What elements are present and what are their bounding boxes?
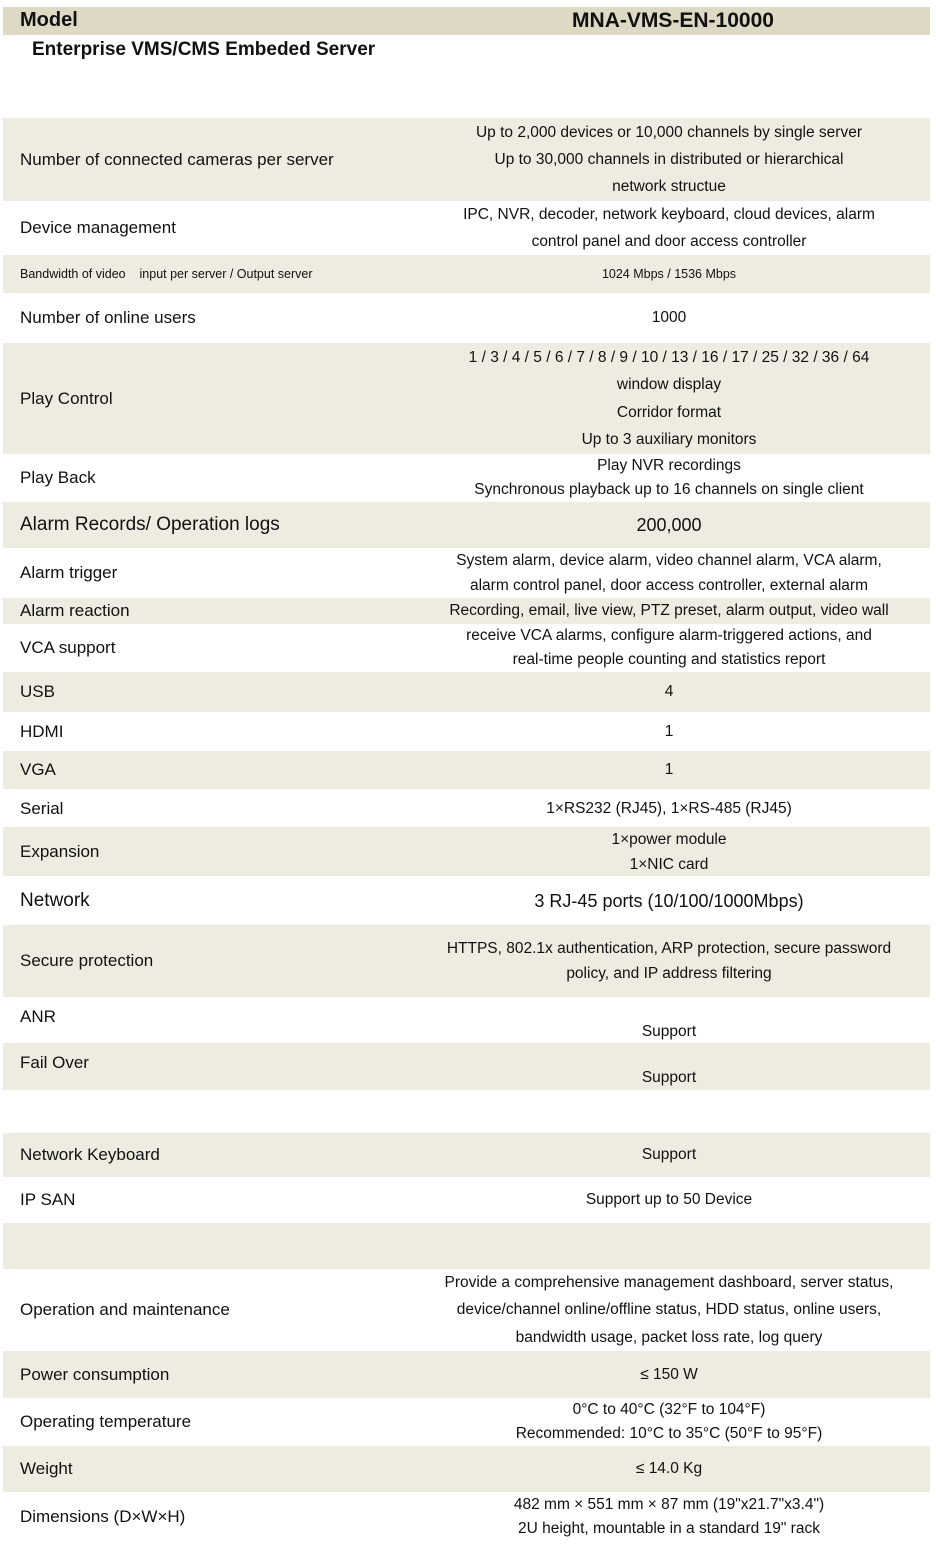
model-value: MNA-VMS-EN-10000 (572, 9, 774, 32)
spec-value-line: Up to 3 auxiliary monitors (581, 431, 757, 448)
spec-value-line: HTTPS, 802.1x authentication, ARP protection, secure password (446, 940, 892, 957)
spec-value-line: 1 / 3 / 4 / 5 / 6 / 7 / 8 / 9 / 10 / 13 / 16 / 17 / 25 / 32 / 36 / 64 (468, 348, 870, 366)
spec-row (3, 502, 930, 548)
spec-value-line: Play NVR recordings (597, 457, 741, 474)
spec-value (418, 1177, 920, 1223)
spec-row (3, 712, 930, 751)
spec-value-line: 1 (664, 761, 674, 778)
spec-row (3, 672, 930, 712)
spec-value (418, 997, 920, 1043)
spec-row (3, 751, 930, 789)
spec-label: Bandwidth of video input per server / Output server (20, 267, 313, 281)
spec-label: Operation and maintenance (20, 1300, 230, 1319)
spec-row (3, 1446, 930, 1492)
spec-value (418, 751, 920, 789)
spec-value-line: receive VCA alarms, configure alarm-triggered actions, and (466, 627, 872, 644)
spec-value-line: Synchronous playback up to 16 channels on single client (474, 481, 864, 498)
spec-value (418, 827, 920, 876)
spec-value-line: control panel and door access controller (531, 233, 807, 250)
spec-label: Number of connected cameras per server (20, 149, 334, 169)
spec-value (418, 1133, 920, 1177)
spec-label: Alarm trigger (20, 563, 118, 582)
spec-row (3, 118, 930, 201)
spec-value (418, 201, 920, 255)
spec-row (3, 1351, 930, 1398)
spec-row (3, 598, 930, 624)
spec-value-line: 1×NIC card (629, 855, 709, 873)
spec-value-line: 1024 Mbps / 1536 Mbps (601, 267, 737, 281)
spec-value-line: Up to 2,000 devices or 10,000 channels by single server (475, 124, 862, 141)
spec-label: VCA support (20, 638, 116, 657)
spec-row (3, 255, 930, 293)
spec-value-line: IPC, NVR, decoder, network keyboard, cloud devices, alarm (463, 206, 875, 223)
spec-label: Dimensions (D×W×H) (20, 1507, 186, 1526)
spec-row (3, 454, 930, 502)
spec-row (3, 343, 930, 454)
spec-label: HDMI (20, 721, 64, 741)
spec-value-line: Support (641, 1069, 697, 1086)
spec-value-line: 3 RJ-45 ports (10/100/1000Mbps) (534, 890, 804, 911)
spec-label: IP SAN (20, 1190, 76, 1209)
spec-row (3, 1133, 930, 1177)
spec-label: VGA (20, 760, 56, 779)
spec-value-line: 1000 (651, 308, 687, 326)
spec-row (3, 1269, 930, 1351)
spec-value-line: alarm control panel, door access controller, external alarm (469, 577, 869, 594)
spec-value (418, 1269, 920, 1351)
spec-value-line: 200,000 (636, 515, 702, 535)
spec-row (3, 1090, 930, 1133)
spec-value-line: Support up to 50 Device (585, 1191, 753, 1208)
spec-value-line: Up to 30,000 channels in distributed or hierarchical (494, 151, 844, 168)
spec-value (418, 454, 920, 502)
spec-value-line: 1×power module (611, 830, 727, 848)
spec-value-line: 482 mm × 551 mm × 87 mm (19"x21.7"x3.4") (513, 1495, 825, 1513)
spec-value (418, 255, 920, 293)
spec-value (418, 1492, 920, 1542)
spec-label: Number of online users (20, 307, 196, 327)
spec-value-line: System alarm, device alarm, video channel alarm, VCA alarm, (456, 552, 882, 569)
spec-row (3, 624, 930, 672)
spec-label: ANR (20, 1007, 56, 1026)
spec-value-line: 0°C to 40°C (32°F to 104°F) (572, 1401, 766, 1418)
spec-value-line: ≤ 150 W (640, 1365, 698, 1383)
spec-value (418, 1398, 920, 1446)
spec-label: USB (20, 682, 55, 701)
spec-row (3, 789, 930, 828)
spec-value (418, 1090, 920, 1133)
spec-value (418, 789, 920, 828)
spec-row (3, 925, 930, 997)
spec-label (20, 1090, 420, 1133)
spec-label: Fail Over (20, 1053, 89, 1072)
spec-row (3, 1177, 930, 1223)
spec-value-line: Provide a comprehensive management dashboard, server status, (444, 1273, 894, 1291)
spec-label: Power consumption (20, 1364, 170, 1384)
spec-label: Serial (20, 798, 64, 818)
spec-value (418, 118, 920, 201)
spec-label: Play Back (20, 468, 96, 487)
spec-label: Operating temperature (20, 1412, 192, 1431)
spec-row (3, 201, 930, 255)
spec-label: Device management (20, 218, 176, 237)
spec-label (20, 1223, 420, 1269)
spec-value (418, 925, 920, 997)
spec-row (3, 1223, 930, 1269)
spec-value (418, 1043, 920, 1090)
spec-value (418, 1223, 920, 1269)
spec-value (418, 293, 920, 342)
spec-label: Alarm Records/ Operation logs (20, 514, 280, 535)
spec-value (418, 1351, 920, 1398)
spec-row (3, 827, 930, 876)
spec-value (418, 502, 920, 548)
model-label: Model (20, 9, 78, 31)
spec-value (418, 1446, 920, 1492)
spec-value-line: 1×RS232 (RJ45), 1×RS-485 (RJ45) (546, 799, 792, 817)
spec-value (418, 548, 920, 598)
spec-value-line: device/channel online/offline status, HDD status, online users, (456, 1301, 882, 1319)
spec-value-line: ≤ 14.0 Kg (635, 1460, 703, 1477)
spec-label: Network (20, 889, 90, 911)
model-header (3, 7, 930, 35)
spec-row (3, 1492, 930, 1542)
spec-row (3, 876, 930, 925)
spec-value-line: network structue (612, 178, 726, 195)
spec-value (418, 598, 920, 624)
spec-value-line: 2U height, mountable in a standard 19" rack (518, 1520, 820, 1537)
spec-value-line: Corridor format (616, 403, 722, 421)
spec-value (418, 624, 920, 672)
spec-row (3, 293, 930, 342)
spec-label: Secure protection (20, 951, 154, 970)
spec-value-line: Support (641, 1023, 697, 1040)
spec-label: Weight (20, 1459, 73, 1478)
spec-value-line: real-time people counting and statistics report (512, 651, 826, 668)
product-subtitle: Enterprise VMS/CMS Embeded Server (32, 39, 376, 60)
spec-value-line: 1 (664, 722, 674, 740)
spec-value-line: Recording, email, live view, PTZ preset, alarm output, video wall (449, 602, 889, 619)
spec-value-line: bandwidth usage, packet loss rate, log query (515, 1328, 823, 1346)
spec-label: Network Keyboard (20, 1145, 160, 1164)
spec-value-line: Recommended: 10°C to 35°C (50°F to 95°F) (515, 1425, 823, 1442)
spec-row (3, 997, 930, 1043)
spec-value (418, 343, 920, 454)
spec-row (3, 1398, 930, 1446)
spec-value (418, 672, 920, 712)
spec-value-line: window display (616, 376, 722, 393)
spec-label: Play Control (20, 388, 113, 408)
spec-value-line: 4 (664, 683, 674, 700)
spec-label: Expansion (20, 841, 100, 861)
spec-value (418, 712, 920, 751)
spec-value (418, 876, 920, 925)
spec-row (3, 1043, 930, 1090)
spec-value-line: Support (641, 1146, 697, 1163)
spec-row (3, 548, 930, 598)
spec-value-line: policy, and IP address filtering (566, 965, 772, 982)
spec-label: Alarm reaction (20, 601, 130, 620)
